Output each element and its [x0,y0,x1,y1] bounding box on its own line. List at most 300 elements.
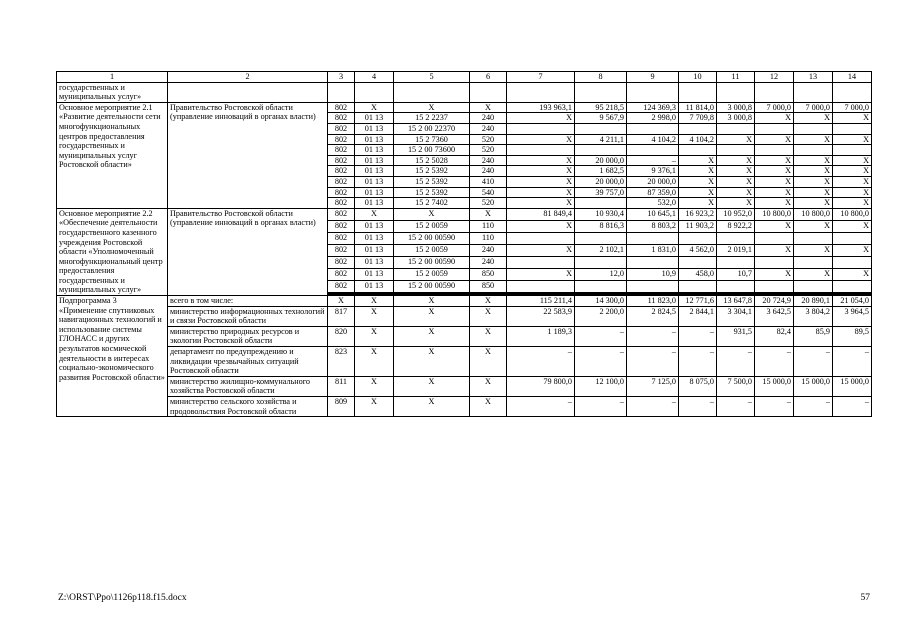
value-cell: 2 019,1 [717,244,755,256]
value-cell: Х [833,244,872,256]
value-cell: 15 000,0 [794,376,833,396]
value-cell [507,280,575,292]
executor-cell: всего в том числе: [168,296,328,307]
footer-file-path: Z:\ORST\Ppo\1126p118.f15.docx [58,593,187,603]
value-cell: 1 189,3 [507,326,575,346]
value-cell: 115 211,4 [507,296,575,307]
value-cell: – [507,347,575,377]
value-cell: – [833,397,872,417]
value-cell: 01 13 [355,256,394,268]
value-cell: Х [507,244,575,256]
value-cell [627,232,679,244]
value-cell: Х [755,134,794,145]
value-cell: – [755,347,794,377]
value-cell [507,256,575,268]
value-cell: 2 200,0 [575,306,627,326]
value-cell: 15 2 00 00590 [394,232,470,244]
value-cell: 240 [470,123,507,134]
value-cell: 39 757,0 [575,187,627,198]
value-cell: 2 102,1 [575,244,627,256]
empty-cell [394,82,470,102]
value-cell [833,280,872,292]
value-cell: Х [507,220,575,232]
table-row [57,397,872,417]
header-cell: 14 [833,72,872,83]
activity-name-cell: Основное мероприятие 2.1 «Развитие деятельности сети многофункциональных центров предоставления государственных и муниципальных услуг Ростовской области» [57,102,168,208]
value-cell: Х [355,397,394,417]
value-cell: 931,5 [717,326,755,346]
value-cell: Х [794,155,833,166]
table-row [57,208,872,220]
value-cell: Х [355,296,394,307]
value-cell: Х [755,155,794,166]
value-cell [833,232,872,244]
value-cell [794,232,833,244]
budget-table [56,71,872,417]
value-cell: Х [355,208,394,220]
value-cell [755,256,794,268]
value-cell: 81 849,4 [507,208,575,220]
value-cell: 15 2 00 22370 [394,123,470,134]
value-cell: Х [679,155,717,166]
value-cell: 3 642,5 [755,306,794,326]
activity-name-cell: Основное мероприятие 2.2 «Обеспечение деятельности государственного казенного учреждения Ростовской области «Уполномоченный многофункциональный центр предоставления государственных и муниципальных услуг» [57,208,168,295]
value-cell: Х [679,187,717,198]
value-cell: 820 [328,326,355,346]
value-cell: 01 13 [355,244,394,256]
table-row [57,326,872,346]
value-cell: 13 647,8 [717,296,755,307]
value-cell: 15 2 7360 [394,134,470,145]
value-cell: 01 13 [355,113,394,124]
value-cell: – [507,397,575,417]
value-cell: 10 800,0 [833,208,872,220]
value-cell: Х [470,306,507,326]
value-cell: 3 804,2 [794,306,833,326]
empty-cell [755,82,794,102]
value-cell: 95 218,5 [575,102,627,113]
value-cell: 802 [328,208,355,220]
value-cell: Х [755,187,794,198]
value-cell: 802 [328,113,355,124]
value-cell: 20 000,0 [575,155,627,166]
value-cell: 12 771,6 [679,296,717,307]
value-cell: 240 [470,166,507,177]
value-cell [507,145,575,156]
value-cell: 2 824,5 [627,306,679,326]
value-cell: 10 800,0 [794,208,833,220]
value-cell: Х [470,397,507,417]
value-cell: Х [755,176,794,187]
value-cell: 520 [470,134,507,145]
value-cell: Х [755,220,794,232]
value-cell: Х [394,102,470,113]
value-cell: 540 [470,187,507,198]
value-cell: 15 2 0059 [394,268,470,280]
value-cell [627,145,679,156]
value-cell [575,280,627,292]
value-cell: 240 [470,113,507,124]
value-cell: – [679,326,717,346]
value-cell: – [627,397,679,417]
value-cell: 802 [328,166,355,177]
value-cell [794,123,833,134]
value-cell: Х [470,347,507,377]
value-cell: – [679,347,717,377]
value-cell: – [627,347,679,377]
value-cell [717,123,755,134]
value-cell: Х [833,155,872,166]
value-cell: Х [833,220,872,232]
value-cell: 2 998,0 [627,113,679,124]
value-cell: 79 800,0 [507,376,575,396]
value-cell: – [794,397,833,417]
value-cell: 85,9 [794,326,833,346]
value-cell: 12,0 [575,268,627,280]
value-cell: 20 000,0 [627,176,679,187]
value-cell: 809 [328,397,355,417]
value-cell [717,145,755,156]
value-cell: 1 831,0 [627,244,679,256]
header-cell: 7 [507,72,575,83]
value-cell [679,232,717,244]
value-cell: Х [794,198,833,209]
value-cell: 520 [470,198,507,209]
value-cell: 802 [328,280,355,292]
value-cell: Х [833,187,872,198]
continuation-cell: государственных и муниципальных услуг» [57,82,168,102]
value-cell: 22 583,9 [507,306,575,326]
value-cell: 16 923,2 [679,208,717,220]
value-cell: Х [355,326,394,346]
value-cell: 9 567,9 [575,113,627,124]
value-cell: 811 [328,376,355,396]
value-cell: 15 2 00 00590 [394,256,470,268]
value-cell: – [833,347,872,377]
subprogram-name-cell: Подпрограмма 3 «Применение спутниковых навигационных технологий и использование системы ГЛОНАСС и других результатов космической деятельности в интересах социально-экономического развития Ростовской области» [57,296,168,417]
value-cell: – [679,397,717,417]
value-cell: Х [507,113,575,124]
value-cell: 7 000,0 [833,102,872,113]
table-row [57,306,872,326]
value-cell: Х [394,326,470,346]
value-cell: Х [355,102,394,113]
value-cell: Х [355,306,394,326]
value-cell: Х [794,268,833,280]
value-cell: 9 376,1 [627,166,679,177]
value-cell: 10,7 [717,268,755,280]
empty-cell [627,82,679,102]
value-cell: 3 000,8 [717,102,755,113]
value-cell: 802 [328,187,355,198]
value-cell: 240 [470,256,507,268]
value-cell: 7 709,8 [679,113,717,124]
value-cell: 3 964,5 [833,306,872,326]
empty-cell [679,82,717,102]
value-cell: Х [470,208,507,220]
executor-cell: департамент по предупреждению и ликвидации чрезвычайных ситуаций Ростовской области [168,347,328,377]
executor-cell: министерство информационных технологий и связи Ростовской области [168,306,328,326]
value-cell [507,123,575,134]
value-cell: Х [328,296,355,307]
value-cell: Х [755,244,794,256]
empty-cell [168,82,328,102]
value-cell: 21 054,0 [833,296,872,307]
executor-cell: министерство жилищно-коммунального хозяйства Ростовской области [168,376,328,396]
empty-cell [355,82,394,102]
value-cell: 850 [470,280,507,292]
value-cell: Х [833,113,872,124]
value-cell: 1 682,5 [575,166,627,177]
empty-cell [507,82,575,102]
value-cell: 01 13 [355,155,394,166]
value-cell: 4 104,2 [627,134,679,145]
value-cell: 15 2 5392 [394,166,470,177]
value-cell [755,232,794,244]
value-cell: – [755,397,794,417]
value-cell [717,280,755,292]
value-cell: 01 13 [355,268,394,280]
value-cell [679,280,717,292]
value-cell: 802 [328,268,355,280]
value-cell: 20 000,0 [575,176,627,187]
value-cell: – [794,347,833,377]
value-cell: 01 13 [355,187,394,198]
value-cell: 802 [328,145,355,156]
value-cell: Х [679,176,717,187]
header-cell: 5 [394,72,470,83]
value-cell: Х [470,326,507,346]
empty-cell [833,82,872,102]
value-cell: 4 562,0 [679,244,717,256]
value-cell: Х [394,347,470,377]
header-cell: 1 [57,72,168,83]
empty-cell [717,82,755,102]
value-cell: 802 [328,155,355,166]
value-cell: 7 500,0 [717,376,755,396]
value-cell: 823 [328,347,355,377]
empty-cell [470,82,507,102]
table-row [57,296,872,307]
value-cell: 20 724,9 [755,296,794,307]
value-cell: 240 [470,244,507,256]
value-cell: 01 13 [355,145,394,156]
value-cell [794,256,833,268]
value-cell: 2 844,1 [679,306,717,326]
header-row [57,72,872,83]
value-cell: Х [394,397,470,417]
header-cell: 2 [168,72,328,83]
value-cell [794,145,833,156]
value-cell: 01 13 [355,232,394,244]
value-cell: Х [507,134,575,145]
executor-cell: министерство сельского хозяйства и продовольствия Ростовской области [168,397,328,417]
value-cell [507,232,575,244]
value-cell: Х [394,296,470,307]
value-cell: 01 13 [355,198,394,209]
value-cell: Х [679,166,717,177]
value-cell: Х [394,376,470,396]
value-cell: 10 930,4 [575,208,627,220]
value-cell [679,256,717,268]
value-cell: Х [507,187,575,198]
value-cell: 802 [328,220,355,232]
value-cell [755,123,794,134]
value-cell: Х [794,166,833,177]
value-cell: Х [833,198,872,209]
executor-cell: министерство природных ресурсов и экологии Ростовской области [168,326,328,346]
value-cell: Х [794,176,833,187]
value-cell: Х [794,187,833,198]
value-cell: Х [717,187,755,198]
value-cell: – [575,397,627,417]
value-cell: 802 [328,244,355,256]
value-cell: 11 903,2 [679,220,717,232]
value-cell: 8 075,0 [679,376,717,396]
value-cell: 802 [328,102,355,113]
value-cell [627,123,679,134]
header-cell: 11 [717,72,755,83]
value-cell: 4 211,1 [575,134,627,145]
value-cell: Х [755,113,794,124]
value-cell: 850 [470,268,507,280]
value-cell: 802 [328,176,355,187]
value-cell: Х [470,376,507,396]
value-cell: 12 100,0 [575,376,627,396]
value-cell: Х [755,198,794,209]
value-cell: 11 823,0 [627,296,679,307]
value-cell: 01 13 [355,280,394,292]
value-cell: Х [794,113,833,124]
budget-table-sheet [56,71,871,417]
value-cell: 15 2 5028 [394,155,470,166]
value-cell: 802 [328,123,355,134]
value-cell: Х [507,198,575,209]
continuation-row [57,82,872,102]
value-cell: 01 13 [355,123,394,134]
value-cell: 87 359,0 [627,187,679,198]
value-cell: 15 000,0 [833,376,872,396]
value-cell: Х [717,134,755,145]
header-cell: 6 [470,72,507,83]
value-cell: Х [755,268,794,280]
header-cell: 10 [679,72,717,83]
header-cell: 4 [355,72,394,83]
table-row [57,376,872,396]
value-cell [627,256,679,268]
value-cell: 15 2 0059 [394,220,470,232]
empty-cell [794,82,833,102]
header-cell: 3 [328,72,355,83]
value-cell: Х [794,244,833,256]
value-cell: Х [833,176,872,187]
value-cell: 10 952,0 [717,208,755,220]
value-cell: 817 [328,306,355,326]
value-cell: – [627,155,679,166]
value-cell: 240 [470,155,507,166]
table-row [57,102,872,113]
header-cell: 9 [627,72,679,83]
value-cell [627,280,679,292]
value-cell [833,123,872,134]
value-cell [575,232,627,244]
value-cell: Х [355,347,394,377]
value-cell: 01 13 [355,166,394,177]
empty-cell [575,82,627,102]
value-cell: 3 000,8 [717,113,755,124]
value-cell [755,145,794,156]
value-cell: Х [679,198,717,209]
value-cell [833,145,872,156]
value-cell: 15 2 5392 [394,187,470,198]
value-cell: 7 125,0 [627,376,679,396]
value-cell [833,256,872,268]
value-cell: 802 [328,134,355,145]
value-cell: 15 000,0 [755,376,794,396]
value-cell: – [717,347,755,377]
value-cell: 11 814,0 [679,102,717,113]
value-cell: 10 645,1 [627,208,679,220]
header-cell: 13 [794,72,833,83]
value-cell: 4 104,2 [679,134,717,145]
value-cell: 20 890,1 [794,296,833,307]
value-cell: 802 [328,198,355,209]
value-cell: 8 803,2 [627,220,679,232]
value-cell: 01 13 [355,134,394,145]
value-cell: Х [507,155,575,166]
value-cell: Х [507,268,575,280]
value-cell: 7 000,0 [794,102,833,113]
value-cell: – [627,326,679,346]
value-cell: 532,0 [627,198,679,209]
value-cell: 802 [328,232,355,244]
value-cell: 3 304,1 [717,306,755,326]
value-cell: 89,5 [833,326,872,346]
header-cell: 12 [755,72,794,83]
value-cell: Х [794,220,833,232]
value-cell: 14 300,0 [575,296,627,307]
value-cell: Х [755,166,794,177]
value-cell: Х [470,296,507,307]
value-cell: 10 800,0 [755,208,794,220]
value-cell [575,123,627,134]
value-cell: 124 369,3 [627,102,679,113]
executor-cell: Правительство Ростовской области (управление инноваций в органах власти) [168,208,328,295]
value-cell: Х [833,268,872,280]
value-cell [717,232,755,244]
value-cell [575,256,627,268]
value-cell: Х [355,376,394,396]
value-cell: Х [833,134,872,145]
empty-cell [328,82,355,102]
value-cell: 8 922,2 [717,220,755,232]
value-cell: 01 13 [355,176,394,187]
value-cell: 15 2 5392 [394,176,470,187]
value-cell: 7 000,0 [755,102,794,113]
value-cell: 802 [328,256,355,268]
value-cell: 520 [470,145,507,156]
value-cell: 110 [470,232,507,244]
value-cell: Х [470,102,507,113]
value-cell [679,123,717,134]
value-cell: 410 [470,176,507,187]
value-cell: – [575,347,627,377]
value-cell: 15 2 7402 [394,198,470,209]
value-cell: 15 2 00 73600 [394,145,470,156]
value-cell: Х [507,176,575,187]
value-cell: – [575,326,627,346]
executor-cell: Правительство Ростовской области (управление инноваций в органах власти) [168,102,328,208]
